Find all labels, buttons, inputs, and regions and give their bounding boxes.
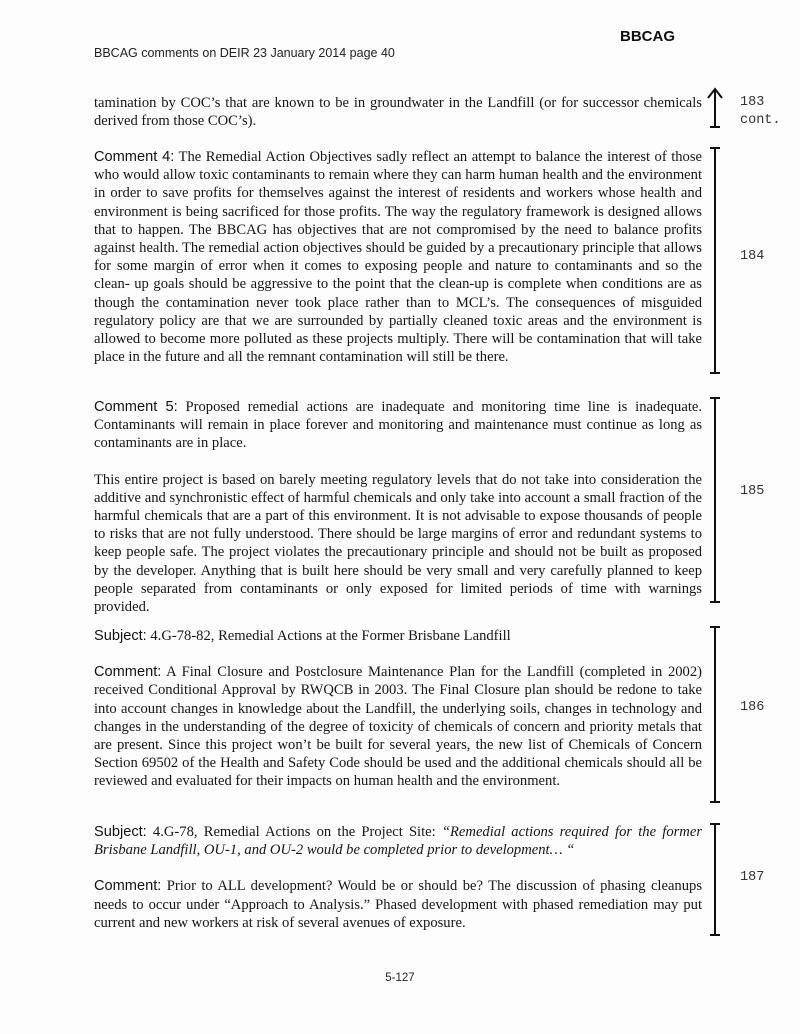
subject-text: 4.G-78, Remedial Actions on the Project Site: <box>146 824 442 840</box>
bracket-183 <box>714 90 720 128</box>
page-number: 5-127 <box>385 972 415 984</box>
paragraph-text: Prior to ALL development? Would be or should be? The discussion of phasing cleanups needs to occur under “Approach to Analysis.” Phased development with phased remediation may put current and new workers at risk of several avenues of exposure. <box>94 878 702 931</box>
paragraph-text: tamination by COC’s that are known to be in groundwater in the Landfill (or for successor chemicals derived from those COC’s). <box>94 95 702 130</box>
paragraph <box>94 471 702 617</box>
paragraph <box>94 823 702 859</box>
paragraph <box>94 148 702 366</box>
running-head: BBCAG comments on DEIR 23 January 2014 page 40 <box>94 46 395 60</box>
comment-number-184: 184 <box>740 249 765 264</box>
comment-186 <box>94 627 702 791</box>
paragraph-text: This entire project is based on barely meeting regulatory levels that do not take into consideration the additive and synchronistic effect of harmful chemicals and only take into account a small fraction of the harmful chemicals that are a part of this environment. It is not advisable to expose thousands of people to risks that are not fully understood. There should be large margins of error and redundant systems to keep people safe. The project violates the precautionary principle and should not be built as proposed by the developer. Anything that is built here should be very small and very carefully planned to keep people separated from contaminants or only exposed for limited periods of time with warnings provided. <box>94 471 702 616</box>
paragraph <box>94 627 702 645</box>
paragraph <box>94 877 702 932</box>
comment-187 <box>94 823 702 932</box>
comment-183-continuation <box>94 94 702 130</box>
comment-184 <box>94 148 702 366</box>
comment-label: Comment: <box>94 664 162 681</box>
paragraph <box>94 94 702 130</box>
comment-number-185: 185 <box>740 484 765 499</box>
comment-number-183-cont: cont. <box>740 113 781 128</box>
bracket-186 <box>714 626 720 803</box>
paragraph-text: The Remedial Action Objectives sadly reflect an attempt to balance the interest of those who would allow toxic contaminants to remain where they can harm human health and the environment in order to save profits for themselves against the interest of residents and workers whose health and environment is being sacrificed for those profits. The way the regulatory framework is designed allows that to happen. The BBCAG has objectives that are not compromised by the need to balance profits against health. The remedial action objectives should be guided by a precautionary principle that allows for some margin of error when it comes to exposing people and nature to contaminants and so the clean- up goals should be aggressive to the point that the clean-up is complete when conditions are as though the contamination never took place rather than to MCL’s. The consequences of misguided regulatory policy are that we are surrounded by partially cleaned toxic areas and the environment is allowed to become more polluted as these projects multiply. There will be contamination that will take place in the future and all the remnant contamination will still be there. <box>94 149 703 366</box>
subject-label: Subject: <box>94 824 147 840</box>
paragraph-text: A Final Closure and Postclosure Maintenance Plan for the Landfill (completed in 2002) received Conditional Approval by RWQCB in 2003. The Final Closure plan should be redone to take into account changes in knowledge about the Landfill, the underlying soils, changes in technology and changes in the understanding of the degree of toxicity of chemicals of concern and priority metals that are present. Since this project won’t be built for several years, the new list of Chemicals of Concern Section 69502 of the Health and Safety Code should be used and the additional chemicals should all be reviewed and evaluated for their impacts on human health and the environment. <box>94 664 702 790</box>
comment-label: Comment: <box>94 878 162 895</box>
organization-header: BBCAG <box>620 28 675 45</box>
comment-label: Comment 5: <box>94 399 178 415</box>
subject-text: 4.G-78-82, Remedial Actions at the Former Brisbane Landfill <box>146 628 511 644</box>
quoted-excerpt: “Remedial actions required for the former Brisbane Landfill, OU-1, and OU-2 would be completed prior to development… “ <box>94 824 702 859</box>
bracket-184 <box>714 147 720 374</box>
comment-number-183: 183 <box>740 95 765 110</box>
bracket-185 <box>714 397 720 603</box>
bracket-187 <box>714 823 720 936</box>
comment-185 <box>94 398 702 616</box>
paragraph <box>94 663 702 790</box>
paragraph <box>94 398 702 453</box>
comment-label: Comment 4: <box>94 149 175 165</box>
subject-label: Subject: <box>94 628 147 644</box>
comment-number-186: 186 <box>740 700 765 715</box>
paragraph-text: Proposed remedial actions are inadequate and monitoring time line is inadequate. Contaminants will remain in place forever and monitoring and maintenance must continue as long as contaminants are in place. <box>94 399 703 452</box>
comment-number-187: 187 <box>740 870 765 885</box>
